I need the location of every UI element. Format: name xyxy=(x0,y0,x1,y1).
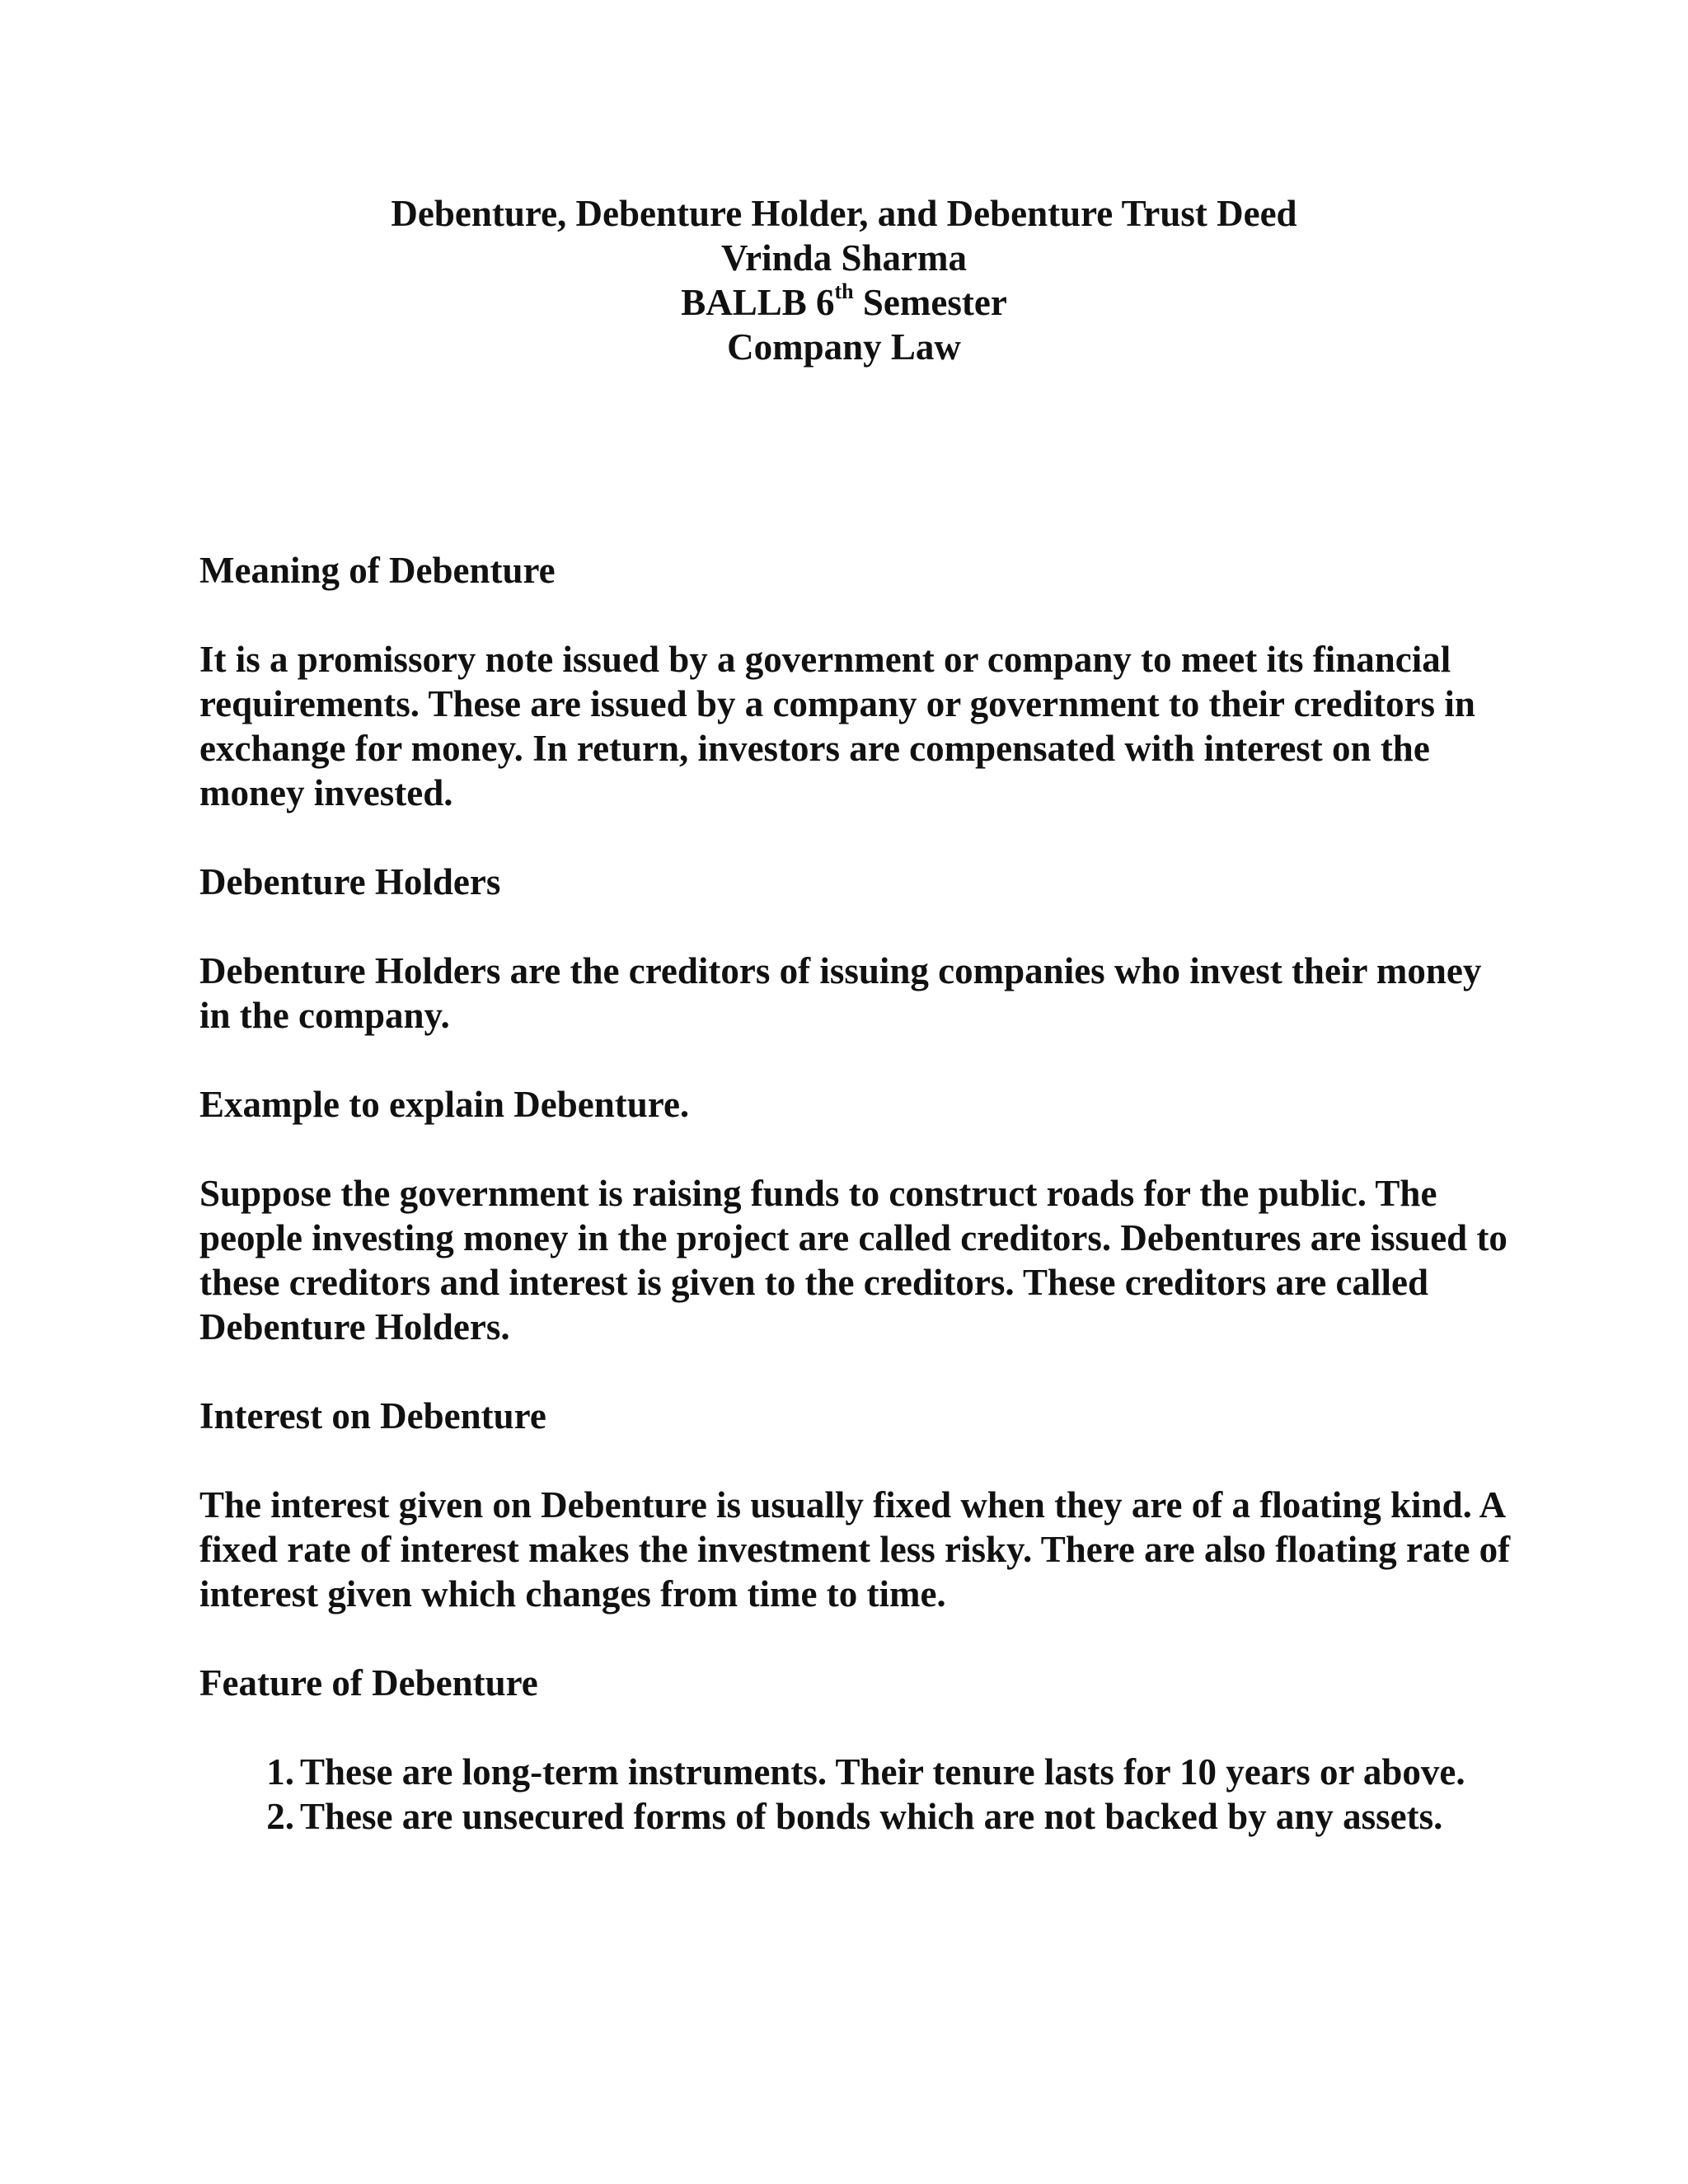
course-line: BALLB 6th Semester xyxy=(681,279,1007,323)
list-item-text: These are long-term instruments. Their tenure lasts for 10 years or above. xyxy=(300,1751,1465,1793)
subject-name: Company Law xyxy=(727,326,961,368)
section-heading-holders: Debenture Holders xyxy=(199,861,501,902)
section-heading-example: Example to explain Debenture. xyxy=(199,1084,690,1125)
ordinal-suffix: th xyxy=(834,279,854,303)
document-title: Debenture, Debenture Holder, and Debenture Trust Deed xyxy=(391,193,1297,234)
author-name: Vrinda Sharma xyxy=(721,237,967,279)
section-heading-features: Feature of Debenture xyxy=(199,1662,538,1704)
section-text-meaning: It is a promissory note issued by a government or company to meet its financial requirements. These are issued by a company or government to their creditors in exchange for money. In return, investors are compensated with interest on the money invested. xyxy=(199,639,1475,813)
section-heading-meaning: Meaning of Debenture xyxy=(199,550,556,591)
list-item xyxy=(199,1794,1518,1839)
list-number: 2. xyxy=(266,1796,294,1837)
list-number: 1. xyxy=(266,1751,294,1793)
list-item xyxy=(199,1750,1518,1794)
list-item-text: These are unsecured forms of bonds which are not backed by any assets. xyxy=(300,1796,1443,1837)
document-body xyxy=(199,548,1518,1839)
features-list xyxy=(199,1750,1518,1839)
section-text-example: Suppose the government is raising funds to construct roads for the public. The people investing money in the project are called creditors. Debentures are issued to these creditors and interest is given to the creditors. These creditors are called Debenture Holders. xyxy=(199,1173,1507,1347)
document-header xyxy=(0,191,1688,369)
section-heading-interest: Interest on Debenture xyxy=(199,1395,546,1436)
section-text-interest: The interest given on Debenture is usually fixed when they are of a floating kind. A fixed rate of interest makes the investment less risky. There are also floating rate of interest given which changes from time to time. xyxy=(199,1484,1511,1615)
section-text-holders: Debenture Holders are the creditors of issuing companies who invest their money in the company. xyxy=(199,950,1482,1036)
